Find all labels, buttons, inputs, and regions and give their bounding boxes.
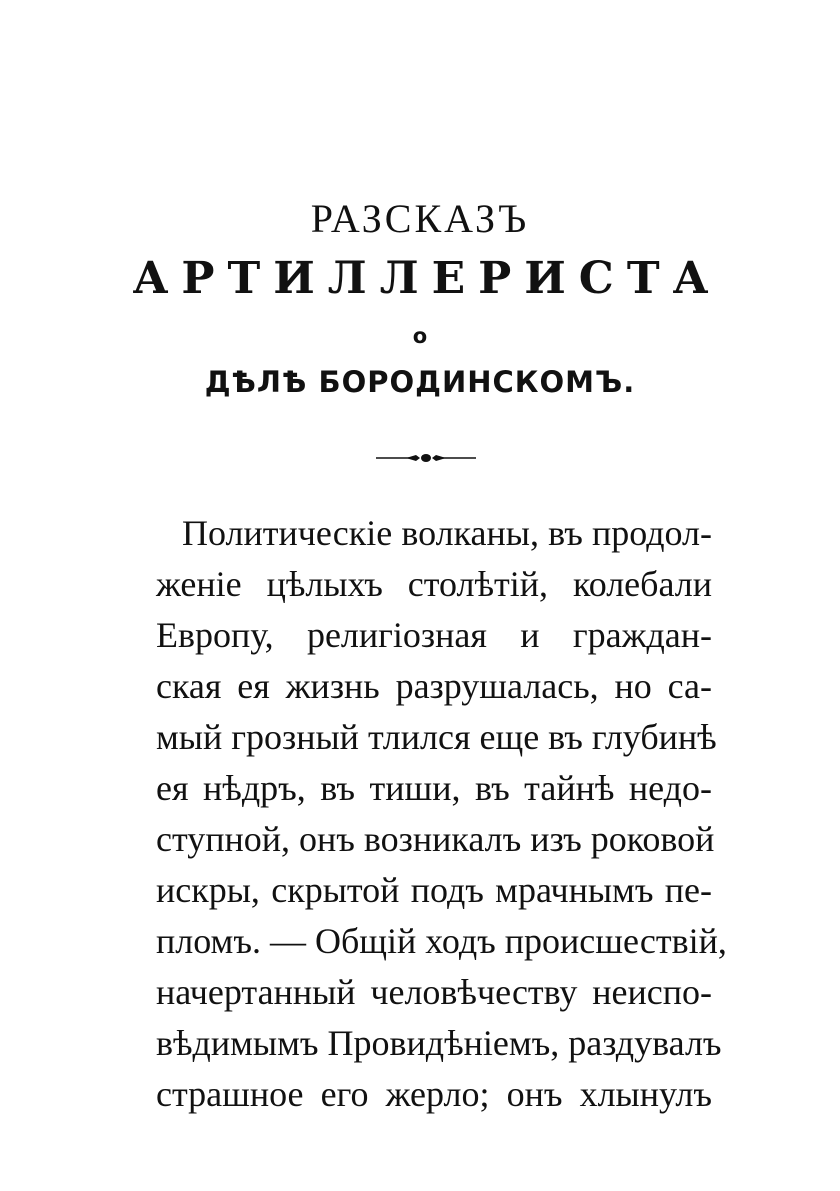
text-line: пломъ. — Общій ходъ происшествій, — [156, 921, 727, 961]
text-line: женіе цѣлыхъ столѣтій, колебали — [156, 564, 712, 604]
title-line-about: о — [412, 324, 428, 348]
text-line: Европу, религіозная и граждан- — [156, 615, 712, 655]
text-line: Политическіе волканы, въ продол- — [182, 513, 712, 553]
text-line: искры, скрытой подъ мрачнымъ пе- — [156, 870, 712, 910]
body-paragraph — [156, 508, 727, 1120]
divider-ornament-icon — [376, 451, 476, 465]
text-line: страшное его жерло; онъ хлынулъ — [156, 1074, 712, 1114]
title-line-story: РАЗСКАЗЪ — [310, 196, 530, 241]
text-line: ская ея жизнь разрушалась, но са- — [156, 666, 712, 706]
text-line: ея нѣдръ, въ тиши, въ тайнѣ недо- — [156, 768, 712, 808]
text-line: начертанный человѣчеству неиспо- — [156, 972, 712, 1012]
text-line: мый грозный тлился еще въ глубинѣ — [156, 717, 717, 757]
title-line-artillerist: АРТИЛЛЕРИСТА — [132, 253, 722, 304]
text-line: ступной, онъ возникалъ изъ роковой — [156, 819, 715, 859]
text-line: вѣдимымъ Провидѣніемъ, раздувалъ — [156, 1023, 722, 1063]
title-line-borodino: ДѢЛѢ БОРОДИНСКОМЪ. — [204, 365, 636, 399]
